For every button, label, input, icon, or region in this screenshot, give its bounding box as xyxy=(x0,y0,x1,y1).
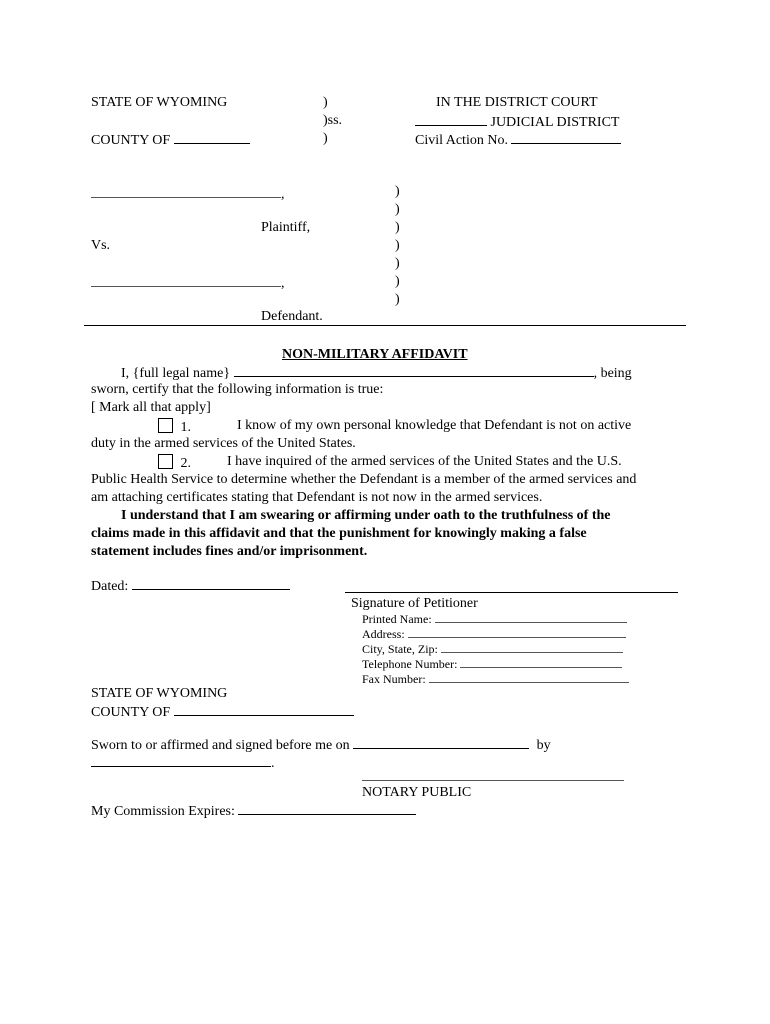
printed-name-label: Printed Name: xyxy=(362,612,432,626)
dated-label: Dated: xyxy=(91,579,129,594)
plaintiff-name-field[interactable] xyxy=(91,187,281,198)
bracket-paren: ) xyxy=(395,292,400,307)
county-field[interactable] xyxy=(174,131,250,144)
option-2-line-3: am attaching certificates stating that Defendant is not now in the armed services. xyxy=(91,490,543,505)
notary-state-label: STATE OF WYOMING xyxy=(91,686,228,701)
option-1-text: I know of my own personal knowledge that Defendant is not on active xyxy=(237,418,632,433)
ss-paren-top: ) xyxy=(323,95,328,110)
address-field[interactable] xyxy=(408,627,626,638)
sworn-by-field[interactable] xyxy=(91,754,271,767)
telephone-line xyxy=(362,657,622,672)
defendant-name-line xyxy=(91,276,285,292)
commission-expires-field[interactable] xyxy=(238,802,416,815)
civil-action-line xyxy=(415,131,621,149)
bracket-paren: ) xyxy=(395,238,400,253)
bracket-paren: ) xyxy=(395,220,400,235)
notary-public-label: NOTARY PUBLIC xyxy=(362,785,472,800)
oath-statement-line-3: statement includes fines and/or imprisonment. xyxy=(91,544,368,559)
judicial-district-field[interactable] xyxy=(415,113,487,126)
telephone-field[interactable] xyxy=(460,657,622,668)
telephone-label: Telephone Number: xyxy=(362,657,458,671)
bracket-paren: ) xyxy=(395,184,400,199)
signature-line[interactable] xyxy=(345,592,678,593)
oath-statement-line-1: I understand that I am swearing or affirming under oath to the truthfulness of the xyxy=(121,508,611,523)
option-2-checkbox[interactable] xyxy=(158,454,173,469)
option-2-line xyxy=(158,454,191,472)
notary-county-line xyxy=(91,703,354,721)
defendant-comma: , xyxy=(281,276,285,291)
option-1-checkbox[interactable] xyxy=(158,418,173,433)
versus-label: Vs. xyxy=(91,238,111,253)
court-title: IN THE DISTRICT COURT xyxy=(436,95,598,110)
option-2-line-2: Public Health Service to determine whether the Defendant is a member of the armed services and xyxy=(91,472,637,487)
commission-expires-label: My Commission Expires: xyxy=(91,804,235,819)
city-state-zip-field[interactable] xyxy=(441,642,623,653)
city-state-zip-line xyxy=(362,642,623,657)
notary-signature-line[interactable] xyxy=(362,780,624,781)
option-2-text: I have inquired of the armed services of the United States and the U.S. xyxy=(227,454,622,469)
mark-all-instruction: [ Mark all that apply] xyxy=(91,400,211,415)
ss-paren-bottom: ) xyxy=(323,131,328,146)
sworn-line xyxy=(91,736,551,754)
judicial-district-line xyxy=(415,113,619,131)
civil-action-field[interactable] xyxy=(511,131,621,144)
intro-line xyxy=(121,364,632,382)
sworn-by-period: . xyxy=(271,756,275,771)
option-1-number: 1. xyxy=(180,420,191,435)
caption-divider xyxy=(84,325,686,326)
dated-field[interactable] xyxy=(132,577,290,590)
dated-line xyxy=(91,577,290,595)
by-label: by xyxy=(536,738,551,753)
civil-action-label: Civil Action No. xyxy=(415,133,508,148)
option-1-line xyxy=(158,418,191,436)
printed-name-field[interactable] xyxy=(435,612,627,623)
ss-label: )ss. xyxy=(323,113,343,128)
sworn-by-line xyxy=(91,754,275,772)
state-label: STATE OF WYOMING xyxy=(91,95,228,110)
notary-county-field[interactable] xyxy=(174,703,354,716)
affidavit-title: NON-MILITARY AFFIDAVIT xyxy=(282,347,468,362)
option-1-line-2: duty in the armed services of the United States. xyxy=(91,436,356,451)
sworn-date-field[interactable] xyxy=(353,736,529,749)
defendant-label: Defendant. xyxy=(261,309,323,324)
notary-county-label: COUNTY OF xyxy=(91,705,171,720)
bracket-paren: ) xyxy=(395,202,400,217)
printed-name-line xyxy=(362,612,627,627)
defendant-name-field[interactable] xyxy=(91,276,281,287)
address-line xyxy=(362,627,626,642)
city-state-zip-label: City, State, Zip: xyxy=(362,642,438,656)
bracket-paren: ) xyxy=(395,256,400,271)
judicial-district-label: JUDICIAL DISTRICT xyxy=(490,115,620,130)
fax-label: Fax Number: xyxy=(362,672,426,686)
fax-line xyxy=(362,672,629,687)
plaintiff-comma: , xyxy=(281,187,285,202)
plaintiff-label: Plaintiff, xyxy=(261,220,311,235)
plaintiff-name-line xyxy=(91,187,285,203)
intro-line-2: sworn, certify that the following information is true: xyxy=(91,382,384,397)
county-label: COUNTY OF xyxy=(91,133,171,148)
county-label-line xyxy=(91,131,250,149)
option-2-number: 2. xyxy=(180,456,191,471)
intro-suffix: , being xyxy=(593,366,632,381)
commission-expires-line xyxy=(91,802,416,820)
full-legal-name-field[interactable] xyxy=(234,364,594,377)
oath-statement-line-2: claims made in this affidavit and that the punishment for knowingly making a false xyxy=(91,526,587,541)
sworn-text: Sworn to or affirmed and signed before me on xyxy=(91,738,350,753)
intro-prefix: I, {full legal name} xyxy=(121,366,231,381)
fax-field[interactable] xyxy=(429,672,629,683)
signature-label: Signature of Petitioner xyxy=(351,596,478,611)
bracket-paren: ) xyxy=(395,274,400,289)
address-label: Address: xyxy=(362,627,405,641)
